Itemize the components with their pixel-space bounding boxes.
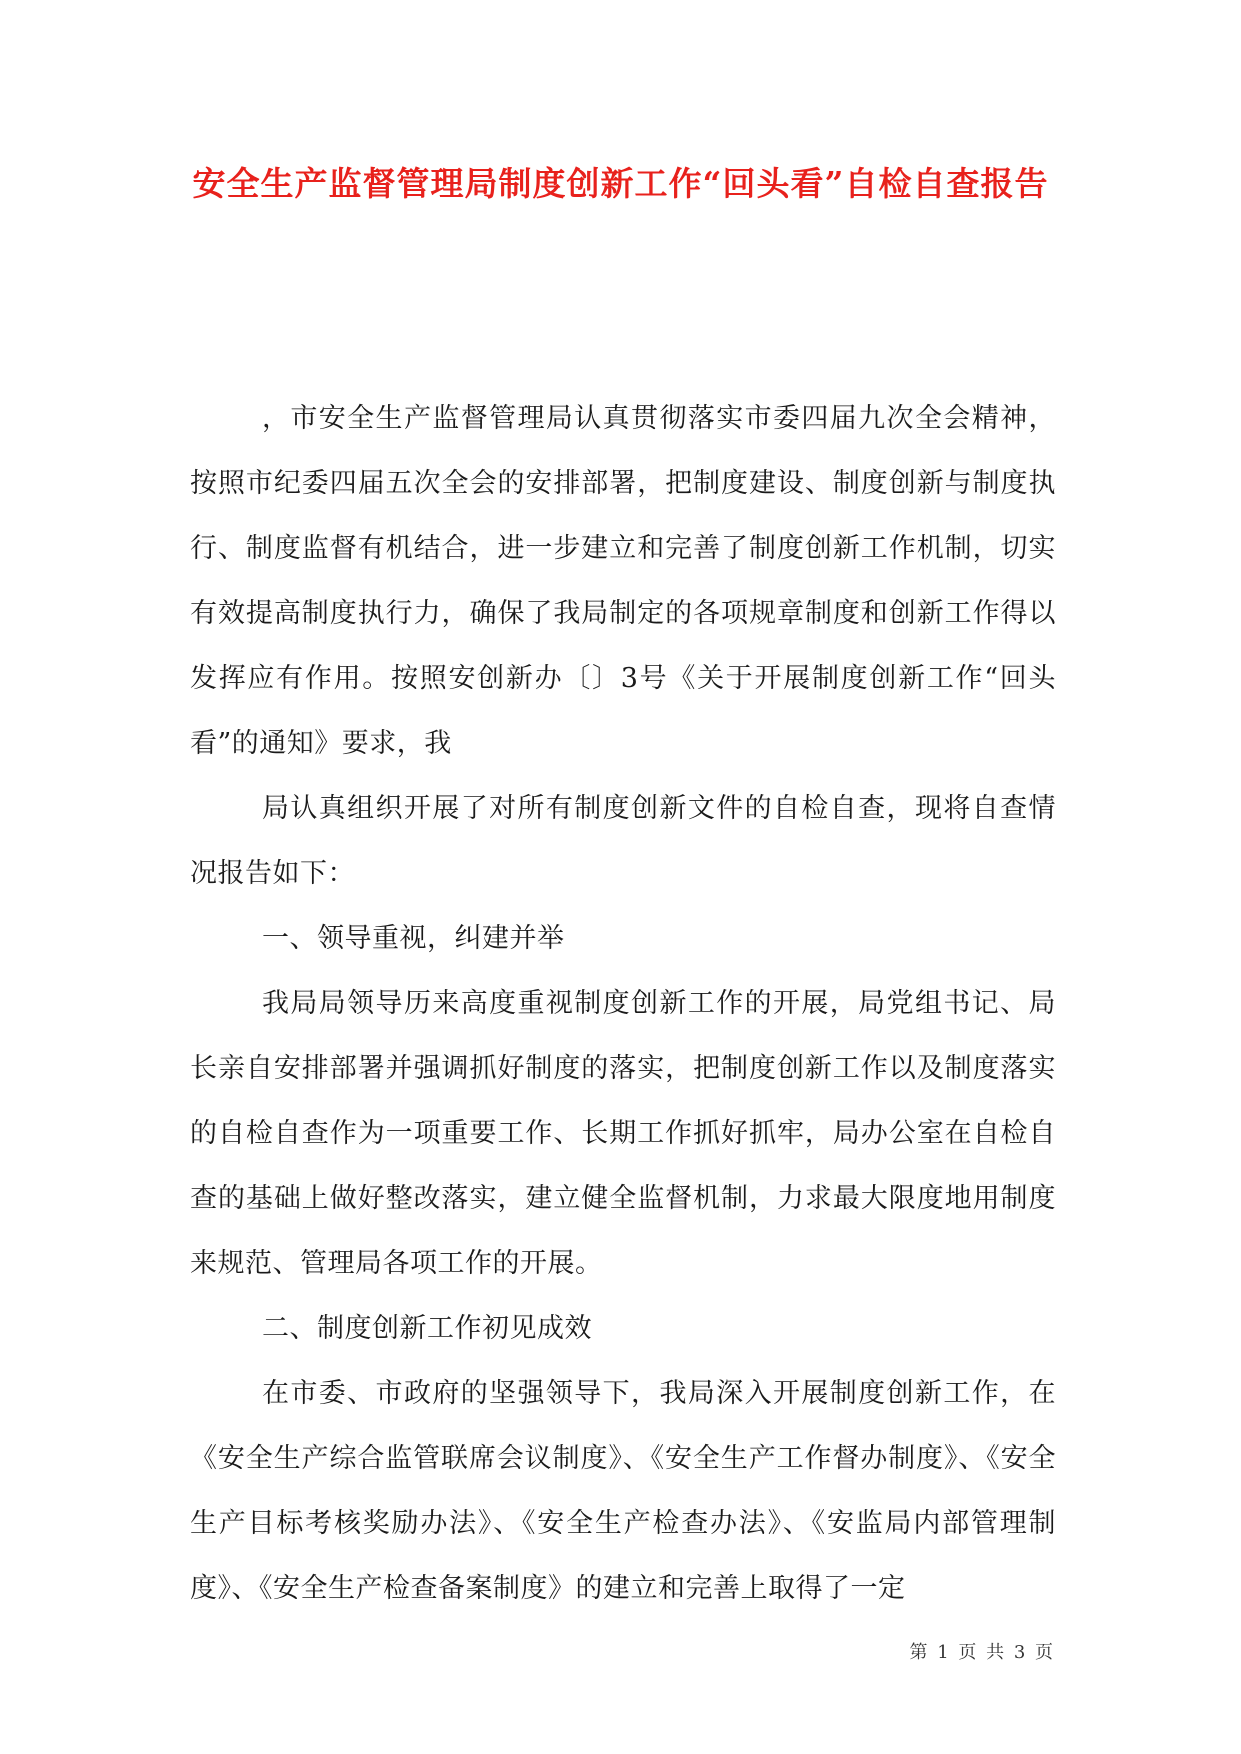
page-number-footer: 第 1 页 共 3 页 (909, 1642, 1055, 1663)
document-title: 安全生产监督管理局制度创新工作“回头看”自检自查报告 (192, 164, 1049, 203)
paragraph-section-2: 在市委、市政府的坚强领导下，我局深入开展制度创新工作，在《安全生产综合监管联席会议制度》、《安全生产工作督办制度》、《安全生产目标考核奖励办法》、《安全生产检查办法》、《安监局内部管理制度》、《安全生产检查备案制度》的建立和完善上取得了一定 (190, 1378, 1056, 1604)
paragraph-intro: ，市安全生产监督管理局认真贯彻落实市委四届九次全会精神，按照市纪委四届五次全会的安排部署，把制度建设、制度创新与制度执行、制度监督有机结合，进一步建立和完善了制度创新工作机制，切实有效提高制度执行力，确保了我局制定的各项规章制度和创新工作得以发挥应有作用。按照安创新办〔〕3号《关于开展制度创新工作“回头看”的通知》要求，我 (190, 403, 1056, 759)
section-heading-1: 一、领导重视，纠建并举 (262, 923, 565, 954)
paragraph-section-1: 我局局领导历来高度重视制度创新工作的开展，局党组书记、局长亲自安排部署并强调抓好制度的落实，把制度创新工作以及制度落实的自检自查作为一项重要工作、长期工作抓好抓牢，局办公室在自检自查的基础上做好整改落实，建立健全监督机制，力求最大限度地用制度来规范、管理局各项工作的开展。 (190, 988, 1056, 1279)
paragraph-intro-continued: 局认真组织开展了对所有制度创新文件的自检自查，现将自查情况报告如下： (190, 793, 1056, 889)
document-body (190, 386, 1056, 1621)
section-heading-2: 二、制度创新工作初见成效 (262, 1313, 592, 1344)
